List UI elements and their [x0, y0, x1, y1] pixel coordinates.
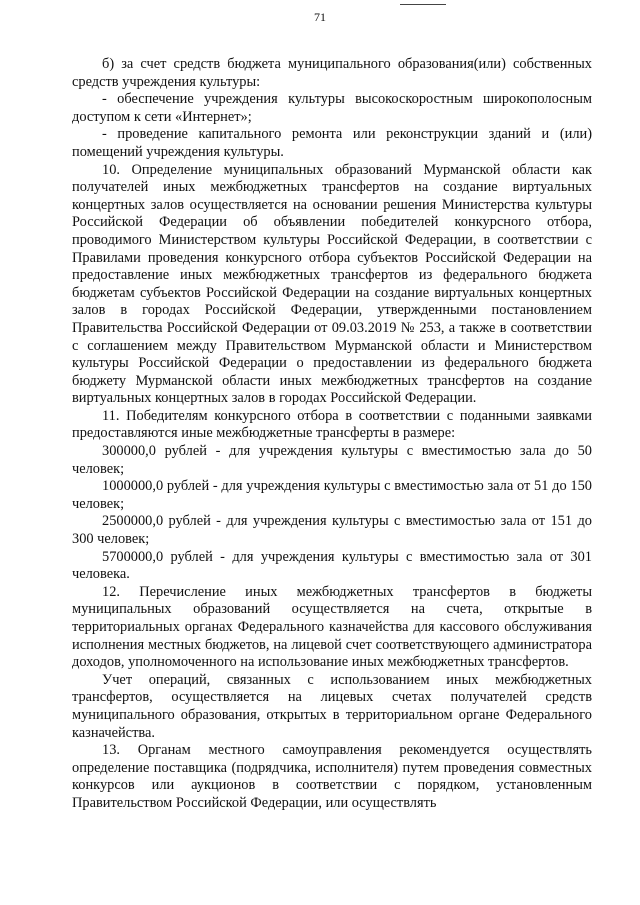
- top-rule: [400, 4, 446, 5]
- paragraph-11: 11. Победителям конкурсного отбора в соответствии с поданными заявками предоставляются иные межбюджетные трансферты в размере:: [72, 407, 592, 442]
- page-number: 71: [314, 10, 326, 24]
- document-body: [72, 56, 592, 813]
- paragraph-13: 13. Органам местного самоуправления рекомендуется осуществлять определение поставщика (подрядчика, исполнителя) путем проведения совместных конкурсов или аукционов в соответствии с порядком, установленным Правительством Российской Федерации, или осуществлять: [72, 742, 592, 811]
- transfer-amount-151-300: 2500000,0 рублей - для учреждения культуры с вместимостью зала от 151 до 300 человек;: [72, 513, 592, 548]
- transfer-amount-from-301: 5700000,0 рублей - для учреждения культуры с вместимостью зала от 301 человека.: [72, 548, 592, 583]
- paragraph-renovation: - проведение капитального ремонта или реконструкции зданий и (или) помещений учреждения культуры.: [72, 126, 592, 160]
- paragraph-internet-access: - обеспечение учреждения культуры высокоскоростным широкополосным доступом к сети «Интернет»;: [72, 91, 592, 125]
- paragraph-12: 12. Перечисление иных межбюджетных трансфертов в бюджеты муниципальных образований осуществляется на счета, открытые в территориальных органах Федерального казначейства для кассового обслуживания исполнения местных бюджетов, на лицевой счет соответствующего администратора доходов, уполномоченного на использование иных межбюджетных трансфертов.: [72, 583, 592, 671]
- paragraph-funding-municipal: б) за счет средств бюджета муниципального образования(или) собственных средств учреждения культуры:: [72, 56, 592, 90]
- paragraph-10: 10. Определение муниципальных образований Мурманской области как получателей иных межбюджетных трансфертов на создание виртуальных концертных залов осуществляется на основании решения Министерства культуры Российской Федерации об объявлении победителей конкурсного отбора, проводимого Министерством культуры Российской Федерации, в соответствии с Правилами проведения конкурсного отбора субъектов Российской Федерации на предоставление иных межбюджетных трансфертов из федерального бюджета бюджетам субъектов Российской Федерации на создание виртуальных концертных залов в городах Российской Федерации, утвержденными постановлением Правительства Российской Федерации от 09.03.2019 № 253, а также в соответствии с соглашением между Правительством Мурманской области и Министерством культуры Российской Федерации о предоставлении из федерального бюджета бюджету Мурманской области иных межбюджетных трансфертов на создание виртуальных концертных залов в городах Российской Федерации.: [72, 161, 592, 407]
- transfer-amount-51-150: 1000000,0 рублей - для учреждения культуры с вместимостью зала от 51 до 150 человек;: [72, 478, 592, 512]
- transfer-amount-up-to-50: 300000,0 рублей - для учреждения культуры с вместимостью зала до 50 человек;: [72, 443, 592, 477]
- paragraph-accounting: Учет операций, связанных с использованием иных межбюджетных трансфертов, осуществляется на лицевых счетах получателей средств муниципального образования, открытых в территориальном органе Федерального казначейства.: [72, 671, 592, 741]
